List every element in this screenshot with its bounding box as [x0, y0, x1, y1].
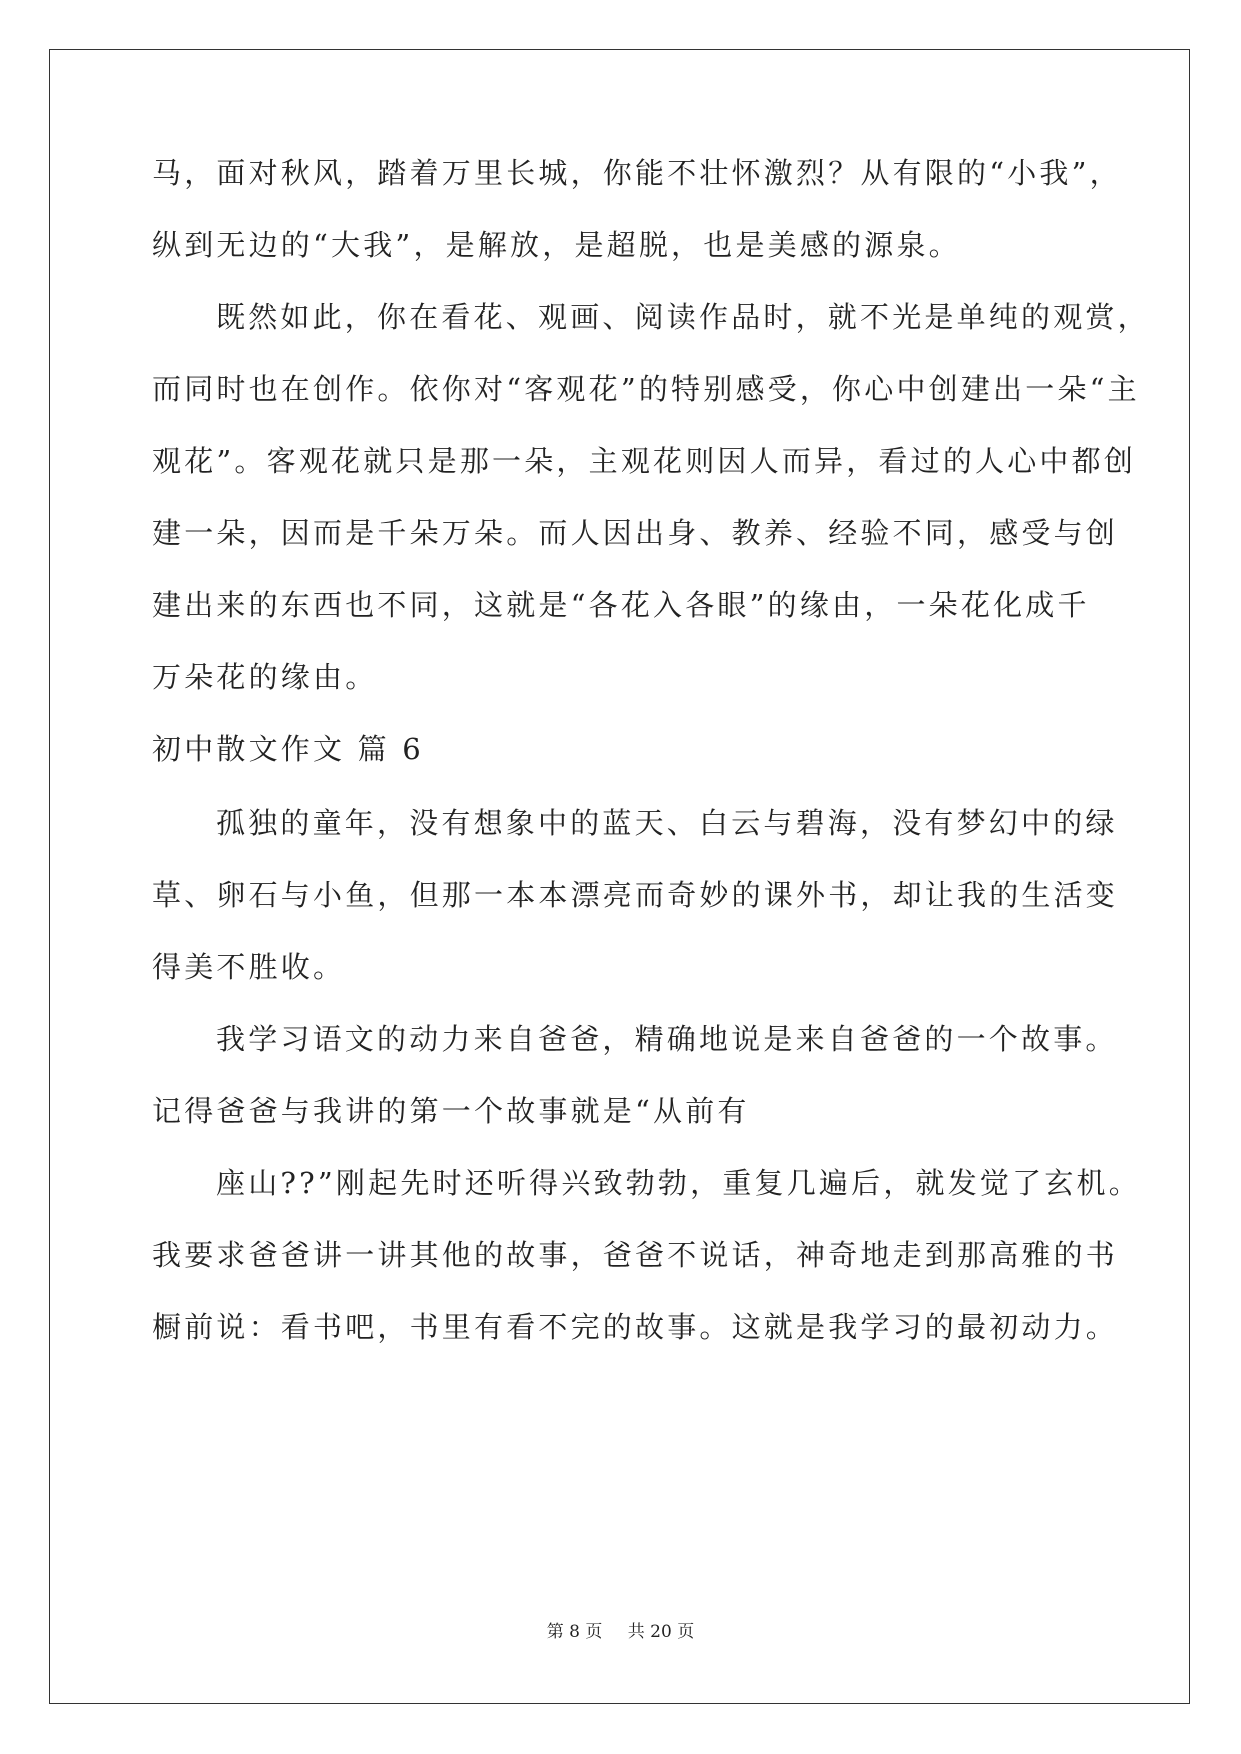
section-heading: 初中散文作文 篇 6: [152, 732, 424, 766]
paragraph-line: 草、卵石与小鱼，但那一本本漂亮而奇妙的课外书，却让我的生活变: [152, 878, 1119, 912]
paragraph-line: 纵到无边的“大我”，是解放，是超脱，也是美感的源泉。: [152, 228, 961, 262]
paragraph-line: 观花”。客观花就只是那一朵，主观花则因人而异，看过的人心中都创: [152, 444, 1137, 478]
paragraph-line: 马，面对秋风，踏着万里长城，你能不壮怀激烈？从有限的“小我”，: [152, 156, 1122, 190]
paragraph-line: 既然如此，你在看花、观画、阅读作品时，就不光是单纯的观赏，: [216, 300, 1150, 334]
page-number: 第 8 页: [546, 1622, 603, 1642]
paragraph-line: 我学习语文的动力来自爸爸，精确地说是来自爸爸的一个故事。: [216, 1022, 1118, 1056]
page-total: 共 20 页: [627, 1622, 695, 1642]
paragraph-line: 橱前说：看书吧，书里有看不完的故事。这就是我学习的最初动力。: [152, 1310, 1119, 1344]
paragraph-line: 万朵花的缘由。: [152, 660, 378, 694]
paragraph-line: 孤独的童年，没有想象中的蓝天、白云与碧海，没有梦幻中的绿: [216, 806, 1118, 840]
paragraph-line: 而同时也在创作。依你对“客观花”的特别感受，你心中创建出一朵“主: [152, 372, 1140, 406]
paragraph-line: 座山??”刚起先时还听得兴致勃勃，重复几遍后，就发觉了玄机。: [216, 1166, 1141, 1200]
paragraph-line: 我要求爸爸讲一讲其他的故事，爸爸不说话，神奇地走到那高雅的书: [152, 1238, 1119, 1272]
paragraph-line: 得美不胜收。: [152, 950, 346, 984]
paragraph-line: 建出来的东西也不同，这就是“各花入各眼”的缘由，一朵花化成千: [152, 588, 1090, 622]
page-footer: [0, 1617, 1241, 1642]
paragraph-line: 记得爸爸与我讲的第一个故事就是“从前有: [152, 1094, 750, 1128]
paragraph-line: 建一朵，因而是千朵万朵。而人因出身、教养、经验不同，感受与创: [152, 516, 1119, 550]
